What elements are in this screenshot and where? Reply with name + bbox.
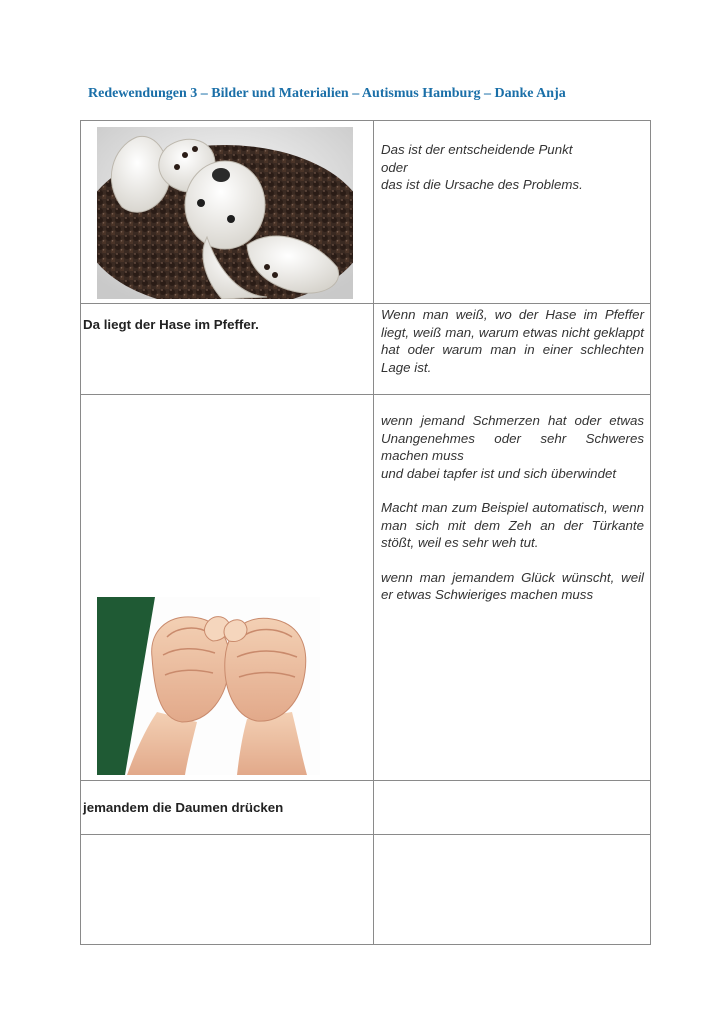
daumen-explanations (374, 395, 650, 604)
table-row (81, 781, 651, 835)
phrase-cell-hase (81, 304, 374, 395)
explanation-paragraph (381, 412, 644, 482)
plush-bunny-on-peppercorns-icon (97, 127, 353, 299)
explanation-cell-daumen (374, 395, 651, 781)
daumen-image (97, 597, 320, 775)
explanation-line: und dabei tapfer ist und sich überwindet (381, 465, 617, 481)
explanation-cell-hase (374, 304, 651, 395)
description-cell-hase (374, 121, 651, 304)
description-line: das ist die Ursache des Problems. (381, 177, 583, 192)
phrase-cell-daumen (81, 781, 374, 835)
table-row (81, 304, 651, 395)
empty-cell (374, 835, 651, 945)
image-cell-daumen (81, 395, 374, 781)
explanation-paragraph: wenn man jemandem Glück wünscht, weil er etwas Schwieriges machen muss (381, 569, 644, 602)
table-row (81, 395, 651, 781)
page-title: Redewendungen 3 – Bilder und Materialien – Autismus Hamburg – Danke Anja (88, 86, 566, 101)
explanation-line: wenn jemand Schmerzen hat oder etwas Unangenehmes oder sehr Schweres machen muss (381, 413, 644, 463)
image-cell-hase (81, 121, 374, 304)
hase-phrase: Da liegt der Hase im Pfeffer. (83, 317, 259, 332)
empty-cell (81, 835, 374, 945)
idiom-table (80, 120, 651, 945)
table-row (81, 121, 651, 304)
description-line: Das ist der entscheidende Punkt (381, 142, 573, 157)
hase-image (97, 127, 353, 299)
empty-cell (374, 781, 651, 835)
description-line: oder (381, 159, 408, 175)
table-row (81, 835, 651, 945)
hase-explanation: Wenn man weiß, wo der Hase im Pfeffer liegt, weiß man, warum etwas nicht geklappt hat oder warum man in einer schlechten Lage ist. (381, 307, 644, 375)
hands-pressing-thumbs-icon (97, 597, 320, 775)
explanation-paragraph: Macht man zum Beispiel automatisch, wenn man sich mit dem Zeh an der Türkante stößt, weil es sehr weh tut. (381, 500, 644, 550)
hase-meaning (374, 121, 650, 194)
daumen-phrase: jemandem die Daumen drücken (83, 800, 284, 815)
